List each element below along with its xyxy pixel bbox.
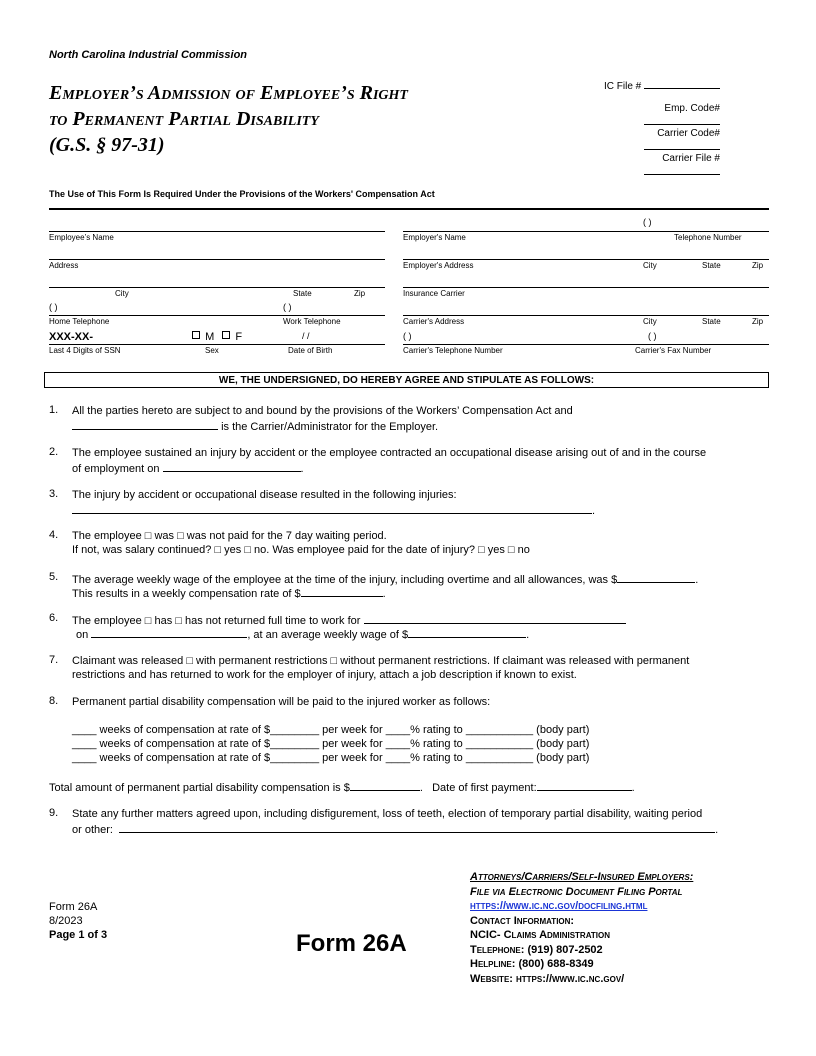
comp-rate-blank[interactable] bbox=[301, 585, 383, 597]
carrier-admin-blank[interactable] bbox=[72, 418, 218, 430]
claims-admin: NCIC- Claims Administration bbox=[470, 929, 610, 941]
employer-address-label: Employer's Address bbox=[403, 261, 474, 270]
item-1-number: 1. bbox=[49, 404, 59, 416]
work-tel-label: Work Telephone bbox=[283, 317, 341, 326]
item-9-line-b: or other: . bbox=[72, 821, 718, 837]
helpline-number: Helpline: (800) 688-8349 bbox=[470, 958, 594, 970]
telephone-label: Telephone Number bbox=[674, 233, 742, 242]
sex-m-label: M bbox=[205, 331, 215, 343]
item-6-text-b: , at an average weekly wage of $ bbox=[247, 629, 409, 641]
item-8-line-a: Permanent partial disability compensation will be paid to the injured worker as follows: bbox=[72, 696, 491, 708]
employer-address-line[interactable] bbox=[403, 259, 769, 260]
item-5-number: 5. bbox=[49, 571, 59, 583]
carrier-file-field[interactable] bbox=[600, 153, 720, 178]
sex-m-checkbox[interactable] bbox=[192, 331, 200, 339]
item-6-on: on bbox=[76, 629, 89, 641]
title-line-3: (G.S. § 97-31) bbox=[49, 134, 165, 156]
home-tel-paren: ( ) bbox=[49, 302, 58, 312]
return-wage-blank[interactable] bbox=[408, 626, 526, 638]
item-2-number: 2. bbox=[49, 446, 59, 458]
item-9-text-b: or other: bbox=[72, 824, 113, 836]
carrier-tel-fax-line[interactable] bbox=[403, 344, 769, 345]
work-tel-paren: ( ) bbox=[283, 302, 292, 312]
rate-line-1[interactable]: ____ weeks of compensation at rate of $________ per week for ____% rating to ___________ (body part) bbox=[72, 724, 590, 736]
item-4-number: 4. bbox=[49, 529, 59, 541]
footer-date: 8/2023 bbox=[49, 915, 83, 927]
item-3-line-a: The injury by accident or occupational disease resulted in the following injuries: bbox=[72, 489, 457, 501]
rate-line-3[interactable]: ____ weeks of compensation at rate of $________ per week for ____% rating to ___________ (body part) bbox=[72, 752, 590, 764]
employer-zip-label: Zip bbox=[752, 261, 764, 270]
item-4-line-a[interactable]: The employee □ was □ was not paid for the 7 day waiting period. bbox=[72, 530, 387, 542]
requirement-notice: The Use of This Form Is Required Under the Provisions of the Workers' Compensation Act bbox=[49, 189, 435, 199]
item-6-line-b: on , at an average weekly wage of $ . bbox=[76, 626, 529, 642]
item-7-number: 7. bbox=[49, 654, 59, 666]
employer-city-label: City bbox=[643, 261, 657, 270]
home-tel-label: Home Telephone bbox=[49, 317, 110, 326]
employer-state-label: State bbox=[702, 261, 721, 270]
footer-form: Form 26A bbox=[49, 901, 98, 913]
filing-instruction: File via Electronic Document Filing Portal bbox=[470, 885, 683, 898]
agency-name: North Carolina Industrial Commission bbox=[49, 49, 248, 61]
rate-line-2[interactable]: ____ weeks of compensation at rate of $________ per week for ____% rating to ___________ (body part) bbox=[72, 738, 590, 750]
zip-label: Zip bbox=[354, 289, 366, 298]
first-payment-text: Date of first payment: bbox=[432, 782, 537, 794]
carrier-state-label: State bbox=[702, 317, 721, 326]
first-payment-blank[interactable] bbox=[537, 779, 632, 791]
docfiling-link[interactable]: https://www.ic.nc.gov/docfiling.html bbox=[470, 900, 648, 912]
carrier-address-label: Carrier's Address bbox=[403, 317, 465, 326]
employee-name-label: Employee’s Name bbox=[49, 233, 114, 242]
filing-info bbox=[470, 870, 693, 986]
carrier-fax-label: Carrier's Fax Number bbox=[635, 346, 712, 355]
return-date-blank[interactable] bbox=[91, 626, 247, 638]
item-7-line-b: restrictions and has returned to work for the employer of injury, attach a job description if known to exist. bbox=[72, 669, 577, 681]
item-2-line-a: The employee sustained an injury by accident or the employee contracted an occupational disease arising out of and in the course bbox=[72, 447, 707, 459]
item-9-line-a: State any further matters agreed upon, including disfigurement, loss of teeth, election of temporary partial disability, waiting period bbox=[72, 808, 703, 820]
item-8-number: 8. bbox=[49, 695, 59, 707]
item-3-line-b: . bbox=[72, 502, 595, 518]
item-6-number: 6. bbox=[49, 612, 59, 624]
sex-options[interactable] bbox=[190, 331, 242, 343]
item-5-line-b: This results in a weekly compensation rate of $ . bbox=[72, 585, 386, 601]
item-4-line-b[interactable]: If not, was salary continued? □ yes □ no. Was employee paid for the date of injury? □ yes □ no bbox=[72, 544, 530, 556]
carrier-tel-label: Carrier's Telephone Number bbox=[403, 346, 503, 355]
carrier-zip-label: Zip bbox=[752, 317, 764, 326]
item-1-text-b: is the Carrier/Administrator for the Employer. bbox=[221, 421, 439, 433]
telephone-line[interactable] bbox=[49, 315, 385, 316]
carrier-code-label: Carrier Code# bbox=[657, 128, 720, 139]
city-label: City bbox=[115, 289, 129, 298]
carrier-tel-paren: ( ) bbox=[403, 331, 412, 341]
item-5-line-a: The average weekly wage of the employee at the time of the injury, including overtime and all allowances, was $ . bbox=[72, 571, 698, 587]
sex-f-label: F bbox=[235, 331, 243, 343]
address-line[interactable] bbox=[49, 259, 385, 260]
employer-name-line[interactable] bbox=[403, 231, 769, 232]
ssn-label: Last 4 Digits of SSN bbox=[49, 346, 121, 355]
item-7-line-a[interactable]: Claimant was released □ with permanent restrictions □ without permanent restrictions. If claimant was released with permanent bbox=[72, 655, 690, 667]
employer-tel-paren: ( ) bbox=[643, 217, 652, 227]
other-matters-blank[interactable] bbox=[119, 821, 715, 833]
sex-label: Sex bbox=[205, 346, 219, 355]
dob-label: Date of Birth bbox=[288, 346, 333, 355]
total-amount-blank[interactable] bbox=[350, 779, 420, 791]
filing-audience: Attorneys/Carriers/Self-Insured Employers: bbox=[470, 871, 694, 883]
insurance-carrier-label: Insurance Carrier bbox=[403, 289, 465, 298]
employer-name-label: Employer's Name bbox=[403, 233, 466, 242]
emp-code-field[interactable] bbox=[600, 103, 720, 128]
stipulation-banner: WE, THE UNDERSIGNED, DO HEREBY AGREE AND STIPULATE AS FOLLOWS: bbox=[44, 372, 769, 388]
website[interactable]: Website: https://www.ic.nc.gov/ bbox=[470, 972, 625, 985]
emp-code-label: Emp. Code# bbox=[664, 103, 720, 114]
footer-form-info bbox=[49, 900, 107, 942]
carrier-file-label: Carrier File # bbox=[662, 153, 720, 164]
injuries-blank[interactable] bbox=[72, 502, 592, 514]
insurance-carrier-line[interactable] bbox=[403, 287, 769, 288]
item-3-number: 3. bbox=[49, 488, 59, 500]
ssn-value: XXX-XX- bbox=[49, 331, 94, 343]
form-title bbox=[49, 80, 408, 158]
total-text: Total amount of permanent partial disability compensation is $ bbox=[49, 782, 350, 794]
item-6-text-a[interactable]: The employee □ has □ has not returned full time to work for bbox=[72, 615, 361, 627]
ic-file-label: IC File # bbox=[603, 81, 642, 92]
title-line-2: to Permanent Partial Disability bbox=[49, 108, 319, 130]
item-9-number: 9. bbox=[49, 807, 59, 819]
sex-f-checkbox[interactable] bbox=[222, 331, 230, 339]
item-1-line-a: All the parties hereto are subject to and bound by the provisions of the Workers’ Compensation Act and bbox=[72, 405, 573, 417]
form-number-large: Form 26A bbox=[296, 930, 407, 957]
item-5-text-a: The average weekly wage of the employee at the time of the injury, including overtime and all allowances, was $ bbox=[72, 574, 618, 586]
weekly-wage-blank[interactable] bbox=[617, 571, 695, 583]
header-rule bbox=[49, 208, 769, 210]
carrier-code-field[interactable] bbox=[600, 128, 720, 153]
carrier-city-label: City bbox=[643, 317, 657, 326]
employee-name-line[interactable] bbox=[49, 231, 385, 232]
item-2-text-b: of employment on bbox=[72, 463, 160, 475]
title-line-1: Employer’s Admission of Employee’s Right bbox=[49, 82, 408, 104]
dob-slashes: / / bbox=[302, 331, 310, 341]
item-5-text-b: This results in a weekly compensation rate of $ bbox=[72, 588, 301, 600]
footer-page: Page 1 of 3 bbox=[49, 929, 108, 941]
ssn-sex-dob-line[interactable] bbox=[49, 344, 385, 345]
address-label: Address bbox=[49, 261, 79, 270]
state-label: State bbox=[293, 289, 312, 298]
returned-employer-blank[interactable] bbox=[364, 612, 626, 624]
carrier-address-line[interactable] bbox=[403, 315, 769, 316]
telephone-number: Telephone: (919) 807-2502 bbox=[470, 943, 603, 956]
item-2-line-b: of employment on . bbox=[72, 460, 304, 476]
carrier-fax-paren: ( ) bbox=[648, 331, 657, 341]
ic-file-field[interactable] bbox=[600, 78, 720, 92]
contact-heading: Contact Information: bbox=[470, 914, 575, 927]
item-1-line-b bbox=[72, 418, 438, 434]
employment-date-blank[interactable] bbox=[163, 460, 301, 472]
city-state-zip-line[interactable] bbox=[49, 287, 385, 288]
total-line: Total amount of permanent partial disability compensation is $ . Date of first payment: . bbox=[49, 779, 635, 795]
